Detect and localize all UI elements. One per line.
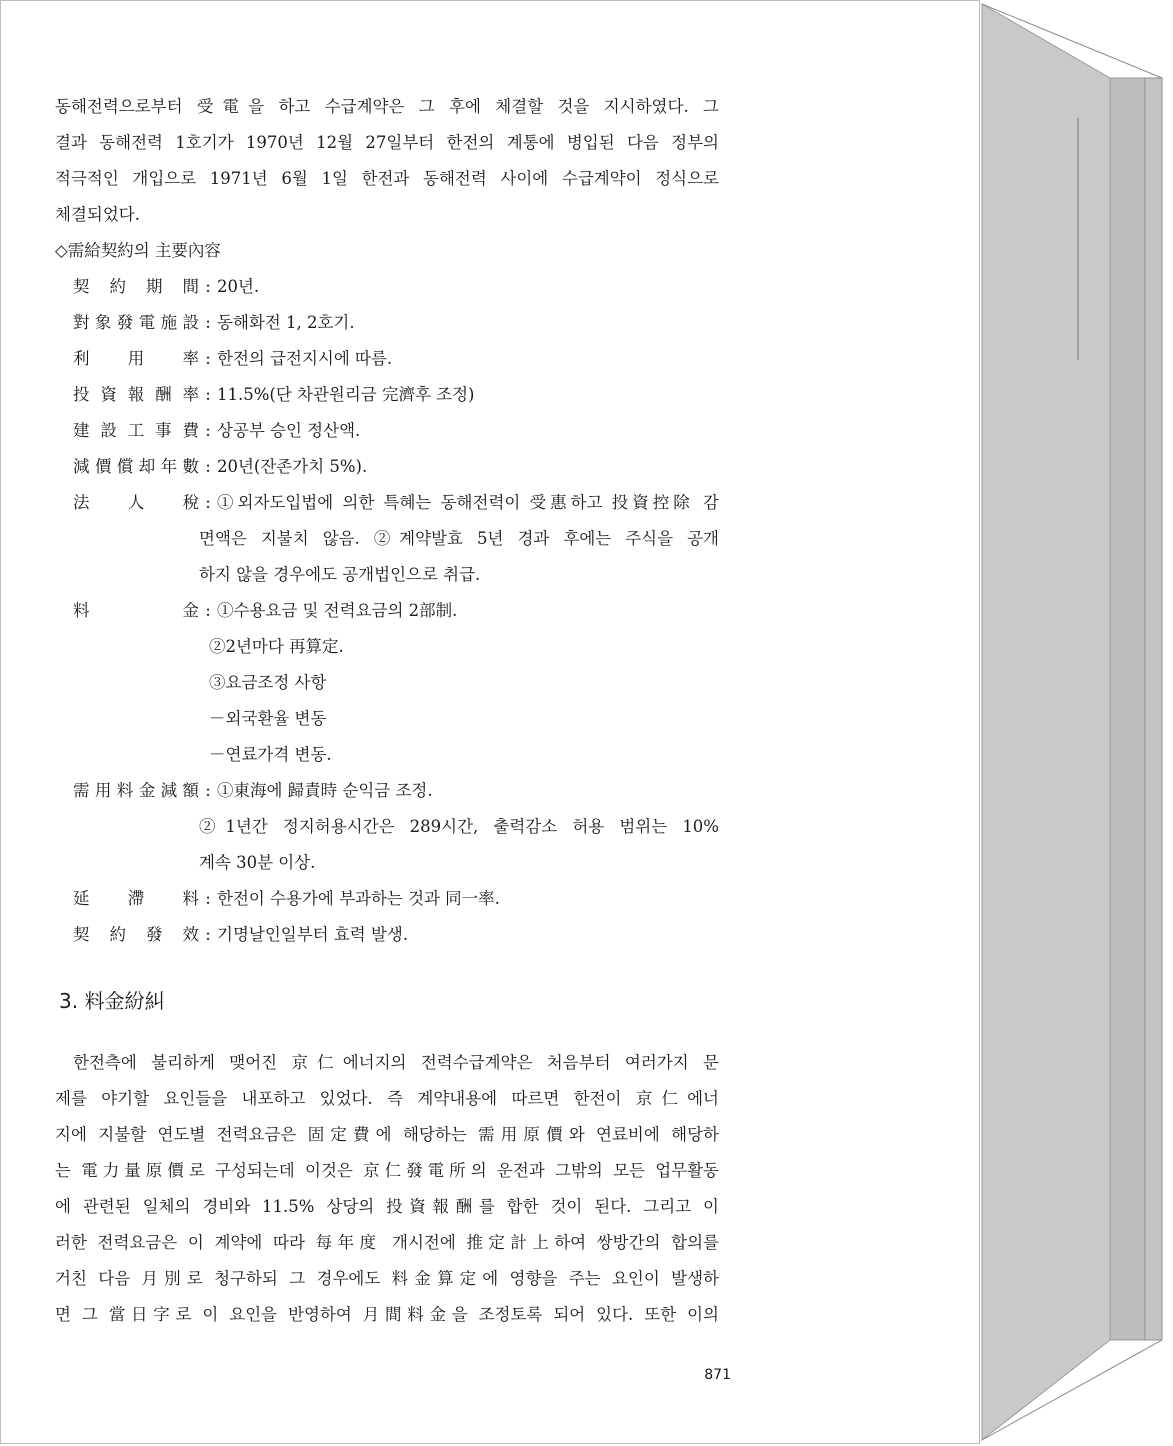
- term-label: 減價償却年數: [73, 457, 199, 476]
- contract-heading: ◇需給契約의 主要內容: [55, 241, 221, 260]
- term-continuation: ③요금조정 사항: [209, 673, 327, 692]
- term-colon: :: [205, 781, 211, 800]
- term-row: [55, 449, 719, 485]
- term-value: ①東海에 歸責時 순익금 조정.: [217, 781, 433, 800]
- term-value: 20년(잔존가치 5%).: [217, 457, 368, 476]
- body-line: 에 관련된 일체의 경비와 11.5% 상당의 投資報酬를 합한 것이 된다. 그리고 이: [55, 1197, 719, 1216]
- body-line: 는 電力量原價로 구성되는데 이것은 京仁發電所의 운전과 그밖의 모든 업무활동: [55, 1161, 719, 1180]
- body-line: 거친 다음 月別로 청구하되 그 경우에도 料金算定에 영향을 주는 요인이 발생하: [55, 1269, 719, 1288]
- term-value: ①외자도입법에 의한 특혜는 동해전력이 受惠하고 投資控除 감: [217, 493, 719, 512]
- term-colon: :: [205, 925, 211, 944]
- term-value: 20년.: [217, 277, 260, 296]
- term-row: [55, 341, 719, 377]
- term-continuation: 하지 않을 경우에도 공개법인으로 취급.: [199, 565, 481, 584]
- term-colon: :: [205, 493, 211, 512]
- term-label: 對象發電施設: [73, 313, 199, 332]
- term-label: 投資報酬率: [73, 385, 199, 404]
- page-content: [55, 89, 719, 1333]
- term-colon: :: [205, 313, 211, 332]
- term-row-effect: [55, 917, 719, 953]
- body-line: 러한 전력요금은 이 계약에 따라 每年度 개시전에 推定計上하여 쌍방간의 합의를: [55, 1233, 719, 1252]
- term-value: 상공부 승인 정산액.: [217, 421, 361, 440]
- intro-line: 체결되었다.: [55, 205, 140, 224]
- term-label: 需用料金減額: [73, 781, 199, 800]
- term-label: 利用率: [73, 349, 199, 368]
- term-colon: :: [205, 349, 211, 368]
- term-label: 延滯料: [73, 889, 199, 908]
- term-row: [55, 413, 719, 449]
- term-value: 한전의 급전지시에 따름.: [217, 349, 393, 368]
- intro-line: 결과 동해전력 1호기가 1970년 12월 27일부터 한전의 계통에 병입된 다음 정부의: [55, 133, 719, 152]
- page-number: 871: [704, 1367, 731, 1383]
- term-continuation: 면액은 지불치 않음. ②계약발효 5년 경과 후에는 주식을 공개: [199, 529, 719, 548]
- term-colon: :: [205, 385, 211, 404]
- body-line: 면 그 當日字로 이 요인을 반영하여 月間料金을 조정토록 되어 있다. 또한 이의: [55, 1305, 719, 1324]
- term-continuation: －연료가격 변동.: [209, 745, 332, 764]
- term-row: [55, 269, 719, 305]
- body-line: 지에 지불할 연도별 전력요금은 固定費에 해당하는 需用原價와 연료비에 해당하: [55, 1125, 719, 1144]
- book-page-edges: [980, 0, 1173, 1446]
- term-value: 11.5%(단 차관원리금 完濟후 조정): [217, 385, 475, 404]
- term-row: [55, 377, 719, 413]
- term-value: 기명날인일부터 효력 발생.: [217, 925, 409, 944]
- intro-line: 적극적인 개입으로 1971년 6월 1일 한전과 동해전력 사이에 수급계약이 정식으로: [55, 169, 719, 188]
- term-label: 建設工事費: [73, 421, 199, 440]
- term-colon: :: [205, 889, 211, 908]
- term-row-fee: [55, 593, 719, 629]
- term-label: 契約發效: [73, 925, 199, 944]
- page-stack-graphic: [980, 0, 1173, 1446]
- term-continuation: ②2년마다 再算定.: [209, 637, 344, 656]
- section-title: 3. 料金紛糾: [59, 989, 165, 1013]
- body-line: 제를 야기할 요인들을 내포하고 있었다. 즉 계약내용에 따르면 한전이 京仁에너: [55, 1089, 719, 1108]
- term-colon: :: [205, 457, 211, 476]
- term-value: 동해화전 1, 2호기.: [217, 313, 355, 332]
- term-row-corp-tax: [55, 485, 719, 521]
- term-value: 한전이 수용가에 부과하는 것과 同一率.: [217, 889, 500, 908]
- term-colon: :: [205, 421, 211, 440]
- term-label: 法人稅: [73, 493, 199, 512]
- term-label: 契約期間: [73, 277, 199, 296]
- term-continuation: 계속 30분 이상.: [199, 853, 316, 872]
- term-colon: :: [205, 277, 211, 296]
- term-row-late-fee: [55, 881, 719, 917]
- term-value: ①수용요금 및 전력요금의 2部制.: [217, 601, 458, 620]
- intro-line: 동해전력으로부터 受電을 하고 수급계약은 그 후에 체결할 것을 지시하였다. 그: [55, 97, 719, 116]
- term-continuation: －외국환율 변동: [209, 709, 327, 728]
- term-label: 料金: [73, 601, 199, 620]
- term-colon: :: [205, 601, 211, 620]
- term-row-demand-fee: [55, 773, 719, 809]
- term-continuation: ②1년간 정지허용시간은 289시간, 출력감소 허용 범위는 10%: [199, 817, 719, 836]
- term-row: [55, 305, 719, 341]
- body-line: 한전측에 불리하게 맺어진 京仁에너지의 전력수급계약은 처음부터 여러가지 문: [73, 1053, 719, 1072]
